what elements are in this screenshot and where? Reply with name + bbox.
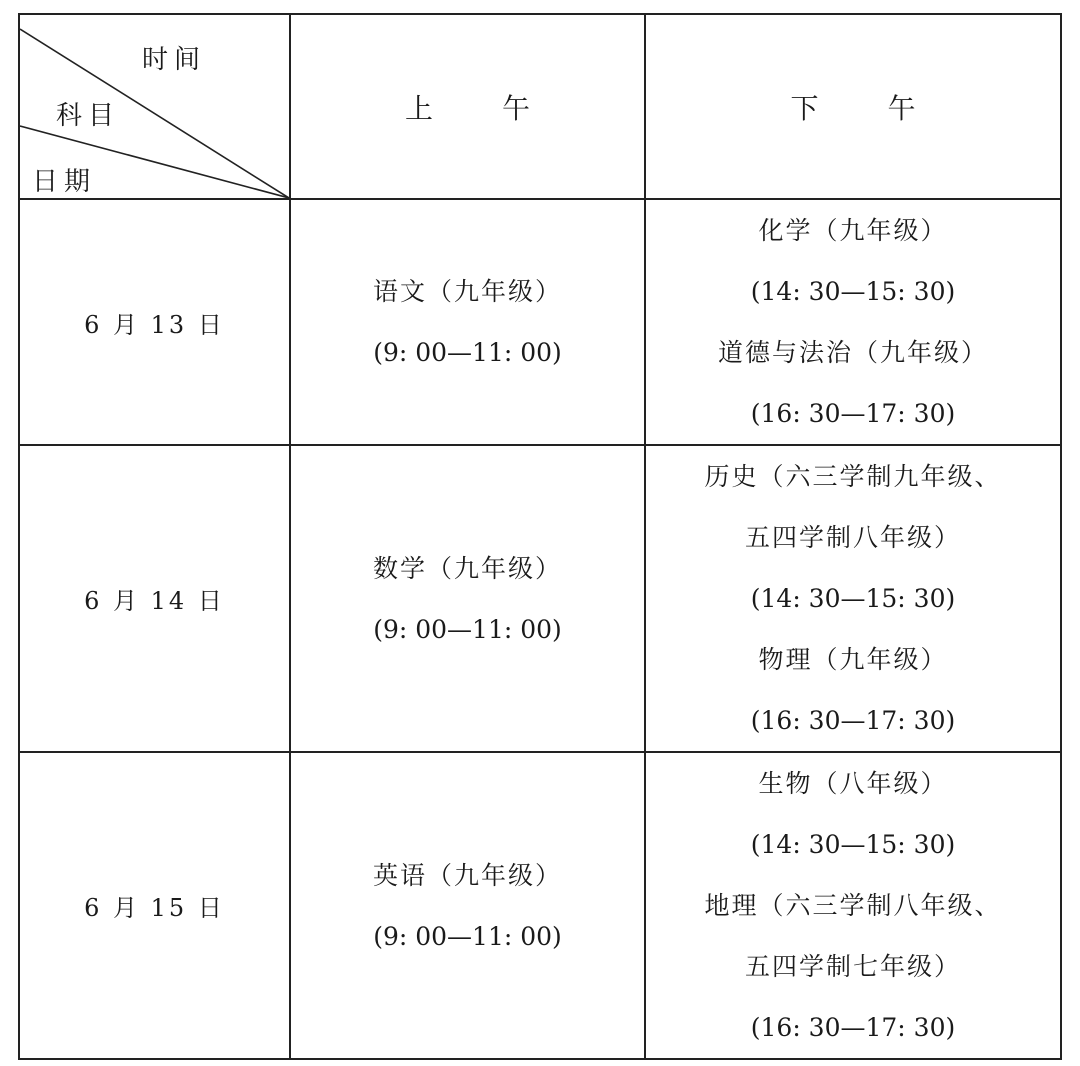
subject-text: 历史（六三学制九年级、 [704, 462, 1002, 491]
time-text: (16: 30—17: 30) [750, 1013, 956, 1042]
table-row [19, 752, 1061, 1059]
time-text: (14: 30—15: 30) [750, 277, 956, 306]
time-text: (16: 30—17: 30) [750, 399, 956, 428]
corner-label-date: 日期 [32, 167, 97, 197]
time-text: (9: 00—11: 00) [373, 614, 562, 644]
time-text: (14: 30—15: 30) [750, 830, 956, 859]
table-row [19, 199, 1061, 445]
subject-text: 五四学制七年级） [744, 952, 961, 981]
corner-label-subject: 科目 [56, 101, 121, 131]
date-cell: 6 月 14 日 [19, 445, 290, 752]
corner-header-cell [19, 14, 290, 199]
time-text: (9: 00—11: 00) [373, 921, 562, 951]
afternoon-header-label: 下 午 [790, 91, 946, 125]
date-cell: 6 月 15 日 [19, 752, 290, 1059]
time-text: (14: 30—15: 30) [750, 584, 956, 613]
morning-cell [290, 752, 645, 1059]
afternoon-cell [645, 199, 1061, 445]
subject-text: 数学（九年级） [372, 553, 562, 583]
morning-header-label: 上 午 [405, 91, 560, 125]
afternoon-cell [645, 752, 1061, 1059]
subject-text: 化学（九年级） [758, 216, 948, 245]
time-text: (16: 30—17: 30) [750, 706, 956, 735]
morning-cell [290, 199, 645, 445]
subject-text: 生物（八年级） [758, 769, 948, 798]
morning-header-cell [290, 14, 645, 199]
subject-text: 五四学制八年级） [744, 523, 961, 552]
date-cell: 6 月 13 日 [19, 199, 290, 445]
exam-schedule-table [18, 13, 1062, 1060]
header-row [19, 14, 1061, 199]
table-row [19, 445, 1061, 752]
subject-text: 语文（九年级） [372, 277, 562, 306]
subject-text: 道德与法治（九年级） [717, 338, 988, 367]
subject-text: 地理（六三学制八年级、 [704, 891, 1002, 920]
afternoon-cell [645, 445, 1061, 752]
time-text: (9: 00—11: 00) [373, 338, 562, 367]
afternoon-header-cell [645, 14, 1061, 199]
corner-label-time: 时间 [142, 45, 207, 75]
subject-text: 物理（九年级） [758, 645, 948, 674]
subject-text: 英语（九年级） [372, 860, 562, 890]
morning-cell [290, 445, 645, 752]
